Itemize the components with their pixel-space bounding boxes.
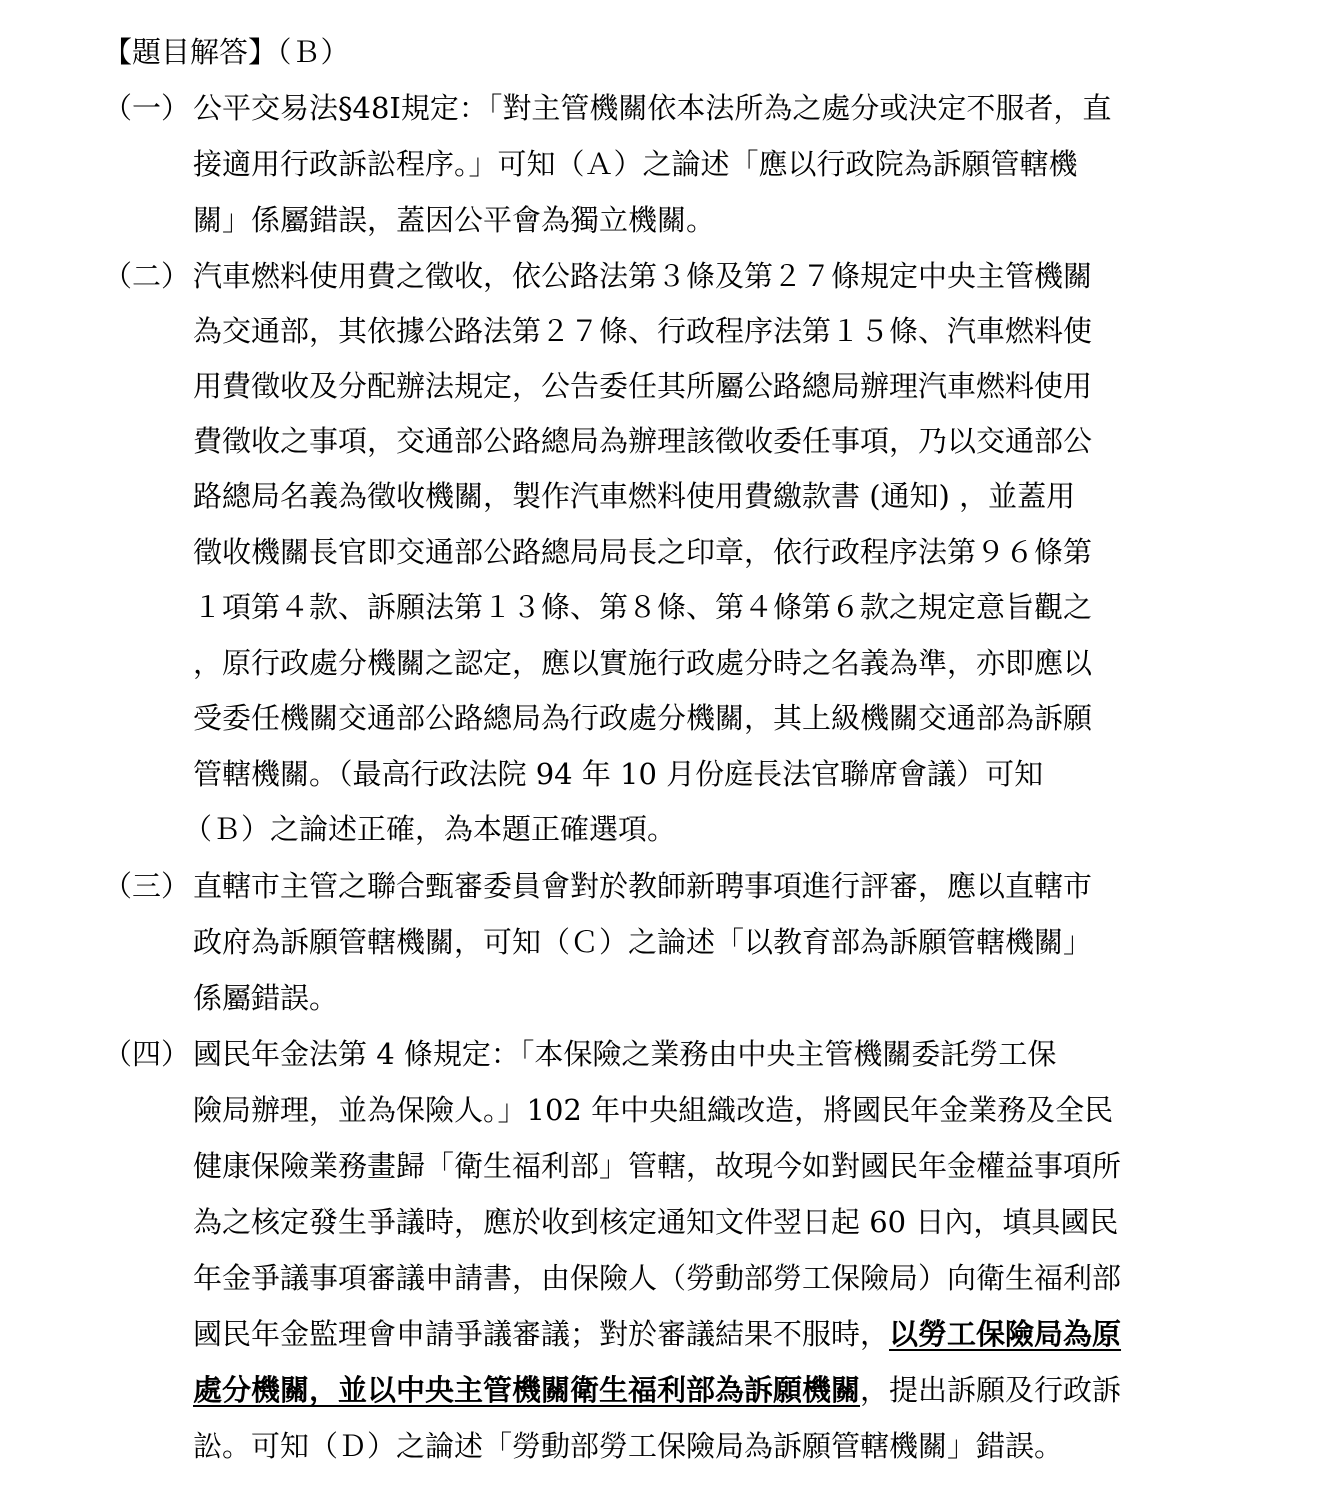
section-2-line-8: ，原行政處分機關之認定，應以實施行政處分時之名義為準，亦即應以	[193, 646, 1093, 680]
section-3-line-2: 政府為訴願管轄機關，可知（Ｃ）之論述「以教育部為訴願管轄機關」	[193, 925, 1093, 959]
section-4-emphasis-1: 以勞工保險局為原	[889, 1317, 1122, 1351]
answer-header-choice: （Ｂ）	[277, 35, 350, 69]
section-1-line-3: 關」係屬錯誤，蓋因公平會為獨立機關。	[193, 203, 716, 237]
section-1-line-2: 接適用行政訴訟程序。」可知（Ａ）之論述「應以行政院為訴願管轄機	[193, 147, 1078, 181]
section-4-label: （四）	[103, 1037, 191, 1071]
section-2-line-4: 費徵收之事項，交通部公路總局為辦理該徵收委任事項，乃以交通部公	[193, 424, 1093, 458]
section-2-line-2: 為交通部，其依據公路法第２７條、行政程序法第１５條、汽車燃料使	[193, 314, 1093, 348]
section-2-line-3: 用費徵收及分配辦法規定，公告委任其所屬公路總局辦理汽車燃料使用	[193, 369, 1093, 403]
section-4-line-1: 國民年金法第 4 條規定：「本保險之業務由中央主管機關委託勞工保	[193, 1037, 1057, 1071]
section-4-line-5: 年金爭議事項審議申請書，由保險人（勞動部勞工保險局）向衛生福利部	[193, 1261, 1122, 1295]
section-4-line-7	[193, 1362, 1121, 1418]
section-1-line-1: 公平交易法§48Ⅰ規定：「對主管機關依本法所為之處分或決定不服者，直	[193, 91, 1112, 125]
section-2-line-1: 汽車燃料使用費之徵收，依公路法第３條及第２７條規定中央主管機關	[193, 259, 1093, 293]
section-2-label: （二）	[103, 259, 191, 293]
answer-header	[103, 28, 350, 76]
section-2-line-5: 路總局名義為徵收機關，製作汽車燃料使用費繳款書 (通知) ，並蓋用	[193, 479, 1076, 513]
section-4-line-4: 為之核定發生爭議時，應於收到核定通知文件翌日起 60 日內，填具國民	[193, 1205, 1119, 1239]
section-2-line-9: 受委任機關交通部公路總局為行政處分機關，其上級機關交通部為訴願	[193, 701, 1093, 735]
section-4-line-3: 健康保險業務畫歸「衛生福利部」管轄，故現今如對國民年金權益事項所	[193, 1149, 1122, 1183]
section-2-line-10: 管轄機關。（最高行政法院 94 年 10 月份庭長法官聯席會議）可知	[193, 757, 1044, 791]
section-4-line-6-text: 國民年金監理會申請爭議審議；對於審議結果不服時，	[193, 1317, 890, 1351]
section-3-line-1: 直轄市主管之聯合甄審委員會對於教師新聘事項進行評審，應以直轄市	[193, 869, 1093, 903]
answer-header-title: 【題目解答】	[103, 35, 278, 69]
section-2-line-6: 徵收機關長官即交通部公路總局局長之印章，依行政程序法第９６條第	[193, 535, 1093, 569]
section-4-line-2: 險局辦理，並為保險人。」102 年中央組織改造，將國民年金業務及全民	[193, 1093, 1114, 1127]
section-4-line-6	[193, 1306, 1121, 1362]
section-2-line-7: １項第４款、訴願法第１３條、第８條、第４條第６款之規定意旨觀之	[193, 590, 1093, 624]
section-2-line-11: （Ｂ）之論述正確，為本題正確選項。	[183, 812, 677, 846]
section-1-label: （一）	[103, 91, 191, 125]
section-4-line-8: 訟。可知（Ｄ）之論述「勞動部勞工保險局為訴願管轄機關」錯誤。	[193, 1429, 1064, 1463]
section-4-emphasis-2: 處分機關，並以中央主管機關衛生福利部為訴願機關	[193, 1373, 861, 1407]
section-3-line-3: 係屬錯誤。	[193, 981, 339, 1015]
section-3-label: （三）	[103, 869, 191, 903]
section-4-line-7-text: ，提出訴願及行政訴	[860, 1373, 1122, 1407]
